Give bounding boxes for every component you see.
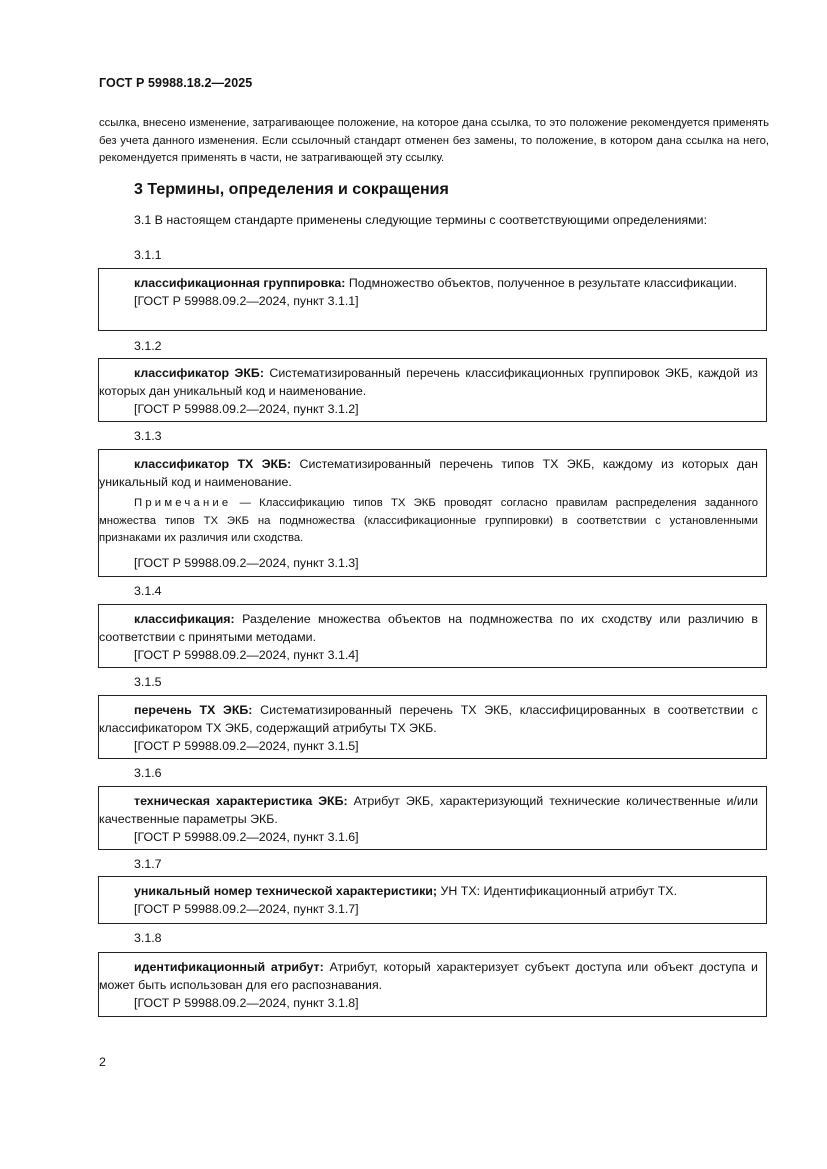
term-name: классификатор ТХ ЭКБ: (134, 457, 292, 471)
term-reference: [ГОСТ Р 59988.09.2—2024, пункт 3.1.1] (134, 294, 359, 308)
term-reference: [ГОСТ Р 59988.09.2—2024, пункт 3.1.6] (134, 830, 359, 844)
term-definition (99, 274, 758, 292)
term-box (98, 268, 767, 331)
section-title: 3 Термины, определения и сокращения (134, 181, 449, 198)
term-definition (99, 792, 758, 828)
term-number: 3.1.6 (134, 766, 162, 780)
term-number: 3.1.2 (134, 339, 162, 353)
term-name: классификация: (134, 612, 235, 626)
term-box (98, 358, 767, 422)
term-definition-text: Систематизированный перечень ТХ ЭКБ, классифицированных в соответствии с классификатором ТХ ЭКБ, содержащий атрибуты ТХ ЭКБ. (99, 703, 758, 735)
term-reference: [ГОСТ Р 59988.09.2—2024, пункт 3.1.4] (134, 648, 359, 662)
term-definition (99, 701, 758, 737)
page-number: 2 (99, 1055, 106, 1069)
section-paragraph: 3.1 В настоящем стандарте применены следующие термины с соответствующими определениями: (134, 213, 708, 227)
term-name: классификационная группировка: (134, 276, 346, 290)
term-definition-text: Систематизированный перечень типов ТХ ЭКБ, каждому из которых дан уникальный код и наименование. (99, 457, 758, 489)
note-label: Примечание (134, 497, 232, 509)
term-definition (99, 610, 758, 646)
term-reference: [ГОСТ Р 59988.09.2—2024, пункт 3.1.7] (134, 902, 359, 916)
term-number: 3.1.1 (134, 248, 162, 262)
document-header: ГОСТ Р 59988.18.2—2025 (99, 76, 253, 90)
term-box (98, 449, 767, 577)
term-name: уникальный номер технической характеристики; (134, 884, 438, 898)
term-box (98, 786, 767, 850)
term-number: 3.1.7 (134, 857, 162, 871)
term-definition-text: Разделение множества объектов на подмножества по их сходству или различию в соответствии с принятыми методами. (99, 612, 758, 644)
term-box (98, 604, 767, 668)
term-reference: [ГОСТ Р 59988.09.2—2024, пункт 3.1.2] (134, 402, 359, 416)
term-name: идентификационный атрибут: (134, 960, 324, 974)
note-text: — Классификацию типов ТХ ЭКБ проводят согласно правилам распределения заданного множества типов ТХ ЭКБ на подмножества (классификационные группировки) в соответствии с установленными признаками их различия или сходства. (99, 497, 758, 544)
term-number: 3.1.3 (134, 429, 162, 443)
term-name: классификатор ЭКБ: (134, 366, 264, 380)
term-definition-text: Подмножество объектов, полученное в результате классификации. (345, 276, 738, 290)
term-name: перечень ТХ ЭКБ: (134, 703, 253, 717)
term-definition (99, 958, 758, 994)
term-box (98, 952, 767, 1017)
term-note (99, 495, 758, 548)
term-definition-text: Атрибут ЭКБ, характеризующий технические количественные и/или качественные параметры ЭКБ. (99, 794, 758, 826)
term-box (98, 876, 767, 924)
term-definition (99, 455, 758, 491)
term-definition (99, 882, 758, 900)
term-definition-text: Атрибут, который характеризует субъект доступа или объект доступа и может быть использован для его распознавания. (99, 960, 758, 992)
term-name: техническая характеристика ЭКБ: (134, 794, 348, 808)
term-definition-text: УН ТХ: Идентификационный атрибут ТХ. (437, 884, 678, 898)
term-reference: [ГОСТ Р 59988.09.2—2024, пункт 3.1.8] (134, 996, 359, 1010)
intro-paragraph: ссылка, внесено изменение, затрагивающее положение, на которое дана ссылка, то это положение рекомендуется применять без учета данного изменения. Если ссылочный стандарт отменен без замены, то положение, в котором дана ссылка на него, рекомендуется применять в части, не затрагивающей эту ссылку. (99, 117, 769, 164)
term-reference: [ГОСТ Р 59988.09.2—2024, пункт 3.1.5] (134, 739, 359, 753)
term-number: 3.1.5 (134, 675, 162, 689)
term-definition (99, 364, 758, 400)
term-number: 3.1.4 (134, 584, 162, 598)
term-box (98, 695, 767, 759)
term-reference: [ГОСТ Р 59988.09.2—2024, пункт 3.1.3] (134, 555, 359, 570)
term-definition-text: Систематизированный перечень классификационных группировок ЭКБ, каждой из которых дан уникальный код и наименование. (99, 366, 758, 398)
term-number: 3.1.8 (134, 931, 162, 945)
